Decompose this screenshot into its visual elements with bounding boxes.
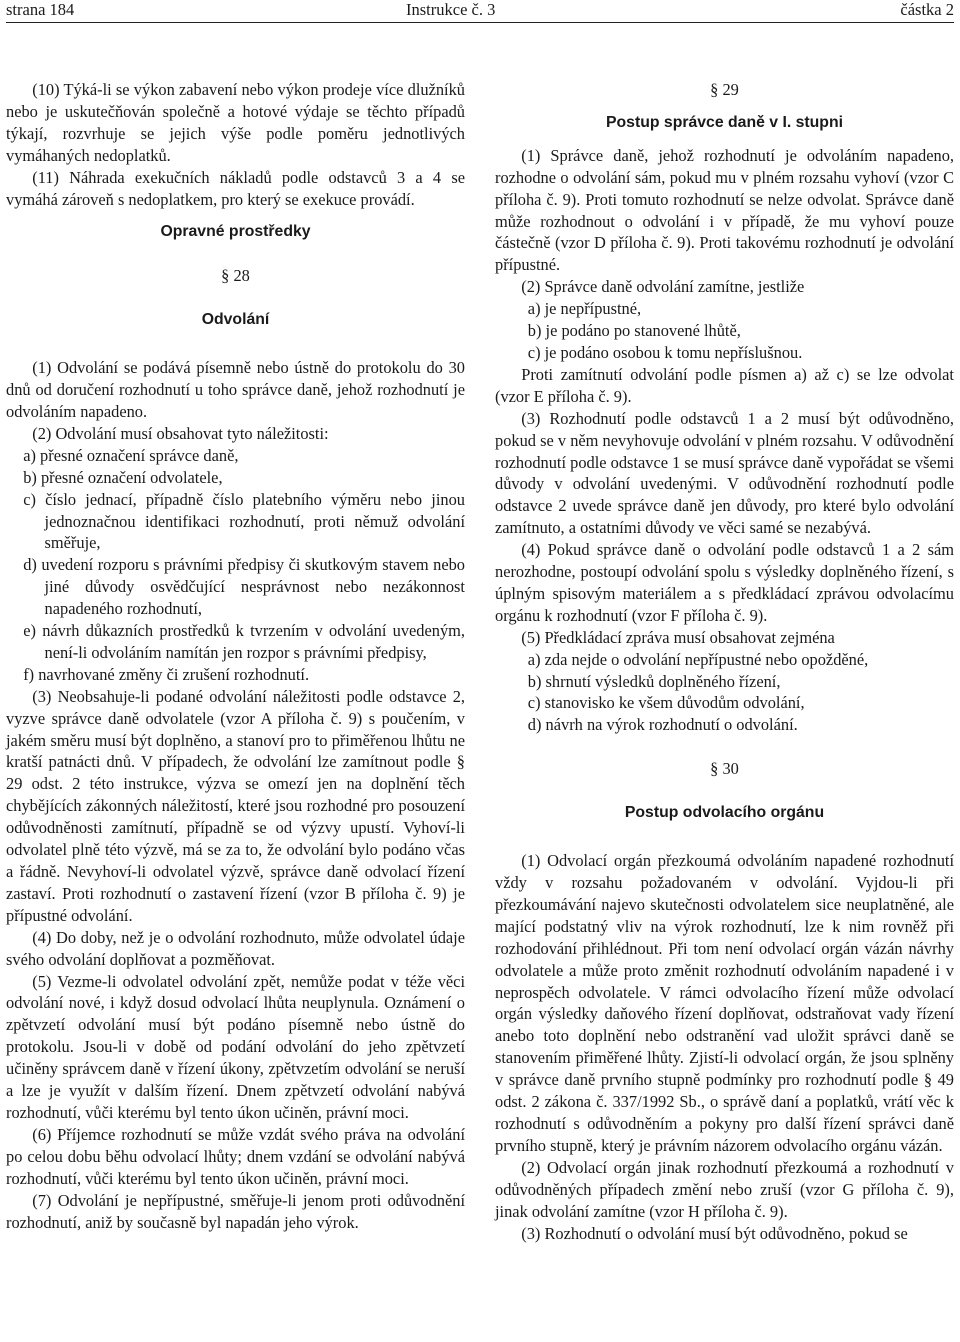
document-title: Instrukce č. 3 [406, 0, 496, 19]
section-30-title: Postup odvolacího orgánu [624, 804, 825, 822]
section-30: § 30 [710, 759, 739, 779]
paragraph-3: (3) Neobsahuje-li podané odvolání náležitosti podle odstavce 2, vyzve správce daně odvolatele (vzor A příloha č. 9) s poučením, v jakém směru musí být doplněno, a stanoví pro to přiměřenou lhůtu ne kratší patnácti dnů. V případech, že odvolání lze zamítnout podle § 29 odst. 2 této instrukce, výzva se omezí jen na doplnění těch chybějících zákonných náležitostí, které jsou rozhodné pro posouzení odůvodněnosti zamítnutí, případně se od výzvy upustí. Vyhoví-li odvolatel plně této výzvě, má se za to, že odvolání bylo podáno včas a řádně. Nevyhoví-li odvolatel výzvě, správce daně odvolací řízení zastaví. Proti rozhodnutí o zastavení řízení (vzor B příloha č. 9) je přípustné odvolání. [6, 686, 465, 925]
page-number: strana 184 [6, 0, 75, 19]
paragraph-4: (4) Do doby, než je o odvolání rozhodnuto, může odvolatel údaje svého odvolání doplňovat a pozměňovat. [6, 927, 465, 969]
paragraph-29-5: (5) Předkládací zpráva musí obsahovat zejména [521, 627, 835, 647]
list-item-29-5b: b) shrnutí výsledků doplněného řízení, [527, 671, 781, 691]
paragraph-29-1: (1) Správce daně, jehož rozhodnutí je odvoláním napadeno, rozhodne o odvolání sám, pokud mu v plném rozsahu vyhoví (vzor C příloha č. 9). Proti tomuto rozhodnutí se nelze odvolat. Správce daně může rozhodnout o odvolání i v případě, že mu vyhoví pouze částečně (vzor D příloha č. 9). Proti takovému rozhodnutí je odvolání přípustné. [495, 145, 954, 275]
paragraph-5: (5) Vezme-li odvolatel odvolání zpět, nemůže podat v téže věci odvolání nové, i když dosud odvolací lhůta neuplynula. Oznámení o zpětvzetí odvolání musí být podáno písemně nebo ústně do protokolu. Jsou-li v době od podání odvolání do jeho zpětvzetí učiněny správcem daně v řízení úkony, zpětvzetím odvolání se neruší a lze je využít v dalším řízení. Dnem zpětvzetí odvolání nabývá rozhodnutí, vůči kterému byl tento úkon učiněn, právní moci. [6, 971, 465, 1122]
paragraph-11: (11) Náhrada exekučních nákladů podle odstavců 3 a 4 se vymáhá zároveň s nedoplatkem, pro který se exekuce provádí. [6, 167, 465, 209]
section-28: § 28 [221, 266, 250, 286]
paragraph-29-2: (2) Správce daně odvolání zamítne, jestliže [521, 277, 805, 297]
list-item-29-5c: c) stanovisko ke všem důvodům odvolání, [527, 693, 805, 713]
list-item-29-5a: a) zda nejde o odvolání nepřípustné nebo opožděné, [527, 649, 869, 669]
section-29: § 29 [710, 80, 739, 99]
list-item-e: e) návrh důkazních prostředků k tvrzením v odvolání uvedeným, není-li odvoláním namítán jen rozpor s právními předpisy, [23, 621, 465, 662]
list-item-a: a) přesné označení správce daně, [23, 445, 239, 465]
paragraph-29-2-note: Proti zamítnutí odvolání podle písmen a) až c) se lze odvolat (vzor E příloha č. 9). [495, 364, 954, 406]
paragraph-10: (10) Týká-li se výkon zabavení nebo výkon prodeje více dlužníků nebo je uskutečňován společně a hotové výdaje se těchto případů týkají, rozvrhuje se jejich výše podle poměru jednotlivých vymáhaných nedoplatků. [6, 80, 465, 165]
paragraph-2: (2) Odvolání musí obsahovat tyto náležitosti: [32, 423, 329, 443]
list-item-29-c: c) je podáno osobou k tomu nepříslušnou. [527, 342, 803, 362]
list-item-b: b) přesné označení odvolatele, [23, 467, 223, 487]
section-28-title: Odvolání [201, 311, 270, 329]
left-column [6, 79, 465, 1233]
list-item-29-5d: d) návrh na výrok rozhodnutí o odvolání. [527, 715, 798, 735]
paragraph-30-1: (1) Odvolací orgán přezkoumá odvoláním napadené rozhodnutí vždy v rozsahu požadovaném v odvolání. Vyjdou-li při přezkoumávání najevo skutečnosti odvolatelem sice neuplatněné, ale mající podstatný vliv na výrok rozhodnutí, lze k nim rovněž při rozhodování přihlédnout. Při tom není odvolací orgán vázán návrhy odvolatele a může proto změnit rozhodnutí odvoláním napadené i v neprospěch odvolatele. V rámci odvolacího řízení může odvolací orgán výsledky daňového řízení doplňovat, odstraňovat vady řízení anebo toto doplnění nebo odstranění vad uložit správci daně se stanovením přiměřené lhůty. Zjistí-li odvolací orgán, že jsou splněny v správce daně prvního stupně podmínky pro rozhodnutí podle § 49 odst. 2 zákona č. 337/1992 Sb., o správě daní a poplatků, vrátí věc k rozhodnutí s odůvodněním a pokyny pro další řízení správci daně prvního stupně, který je právním názorem odvolacího orgánu vázán. [495, 851, 954, 1155]
paragraph-30-3: (3) Rozhodnutí o odvolání musí být odůvodněno, pokud se [521, 1223, 908, 1243]
page-header [6, 0, 954, 23]
list-item-29-a: a) je nepřípustné, [527, 299, 642, 319]
list-item-c: c) číslo jednací, případně číslo platebního výměru nebo jinou jednoznačnou identifikaci rozhodnutí, proti němuž odvolání směřuje, [23, 489, 465, 553]
paragraph-30-2: (2) Odvolací orgán jinak rozhodnutí přezkoumá a rozhodnutí v odůvodněných případech změní nebo zruší (vzor G příloha č. 9), jinak odvolání zamítne (vzor H příloha č. 9). [495, 1157, 954, 1221]
list-item-d: d) uvedení rozporu s právními předpisy či skutkovým stavem nebo jiné důvody osvědčující nesprávnost nebo nezákonnost napadeného rozhodnutí, [23, 555, 465, 619]
right-column [495, 79, 954, 1244]
section-29-title: Postup správce daně v I. stupni [605, 113, 843, 131]
paragraph-7: (7) Odvolání je nepřípustné, směřuje-li jenom proti odůvodnění rozhodnutí, aniž by současně byl napadán jeho výrok. [6, 1190, 465, 1232]
chapter-heading: Opravné prostředky [160, 223, 311, 241]
paragraph-1: (1) Odvolání se podává písemně nebo ústně do protokolu do 30 dnů od doručení rozhodnutí u toho správce daně, jehož rozhodnutí je odvoláním napadeno. [6, 358, 465, 421]
paragraph-29-4: (4) Pokud správce daně o odvolání podle odstavců 1 a 2 sám nerozhodne, postoupí odvolání spolu s výsledky doplněného řízení, s úplným spisovým materiálem a s předkládací zprávou odvolacímu orgánu k rozhodnutí (vzor F příloha č. 9). [495, 540, 954, 625]
paragraph-29-3: (3) Rozhodnutí podle odstavců 1 a 2 musí být odůvodněno, pokud se v něm nevyhovuje odvolání v plném rozsahu. V odůvodnění rozhodnutí podle odstavce 1 se musí správce daně vypořádat se všemi důvody v odvolání uvedenými. V odůvodnění rozhodnutí podle odstavce 2 uvede správce daně jen důvody, pro které bylo odvolání zamítnuto, a ostatními důvody ve věci samé se nezabývá. [495, 408, 954, 538]
paragraph-6: (6) Příjemce rozhodnutí se může vzdát svého práva na odvolání po celou dobu běhu odvolací lhůty; dnem vzdání se odvolání nabývá rozhodnutí, vůči kterému byl tento úkon učiněn, právní moci. [6, 1124, 465, 1188]
list-item-29-b: b) je podáno po stanovené lhůtě, [527, 321, 741, 341]
list-item-f: f) navrhované změny či zrušení rozhodnutí. [23, 664, 310, 684]
issue-part: částka 2 [900, 0, 954, 19]
